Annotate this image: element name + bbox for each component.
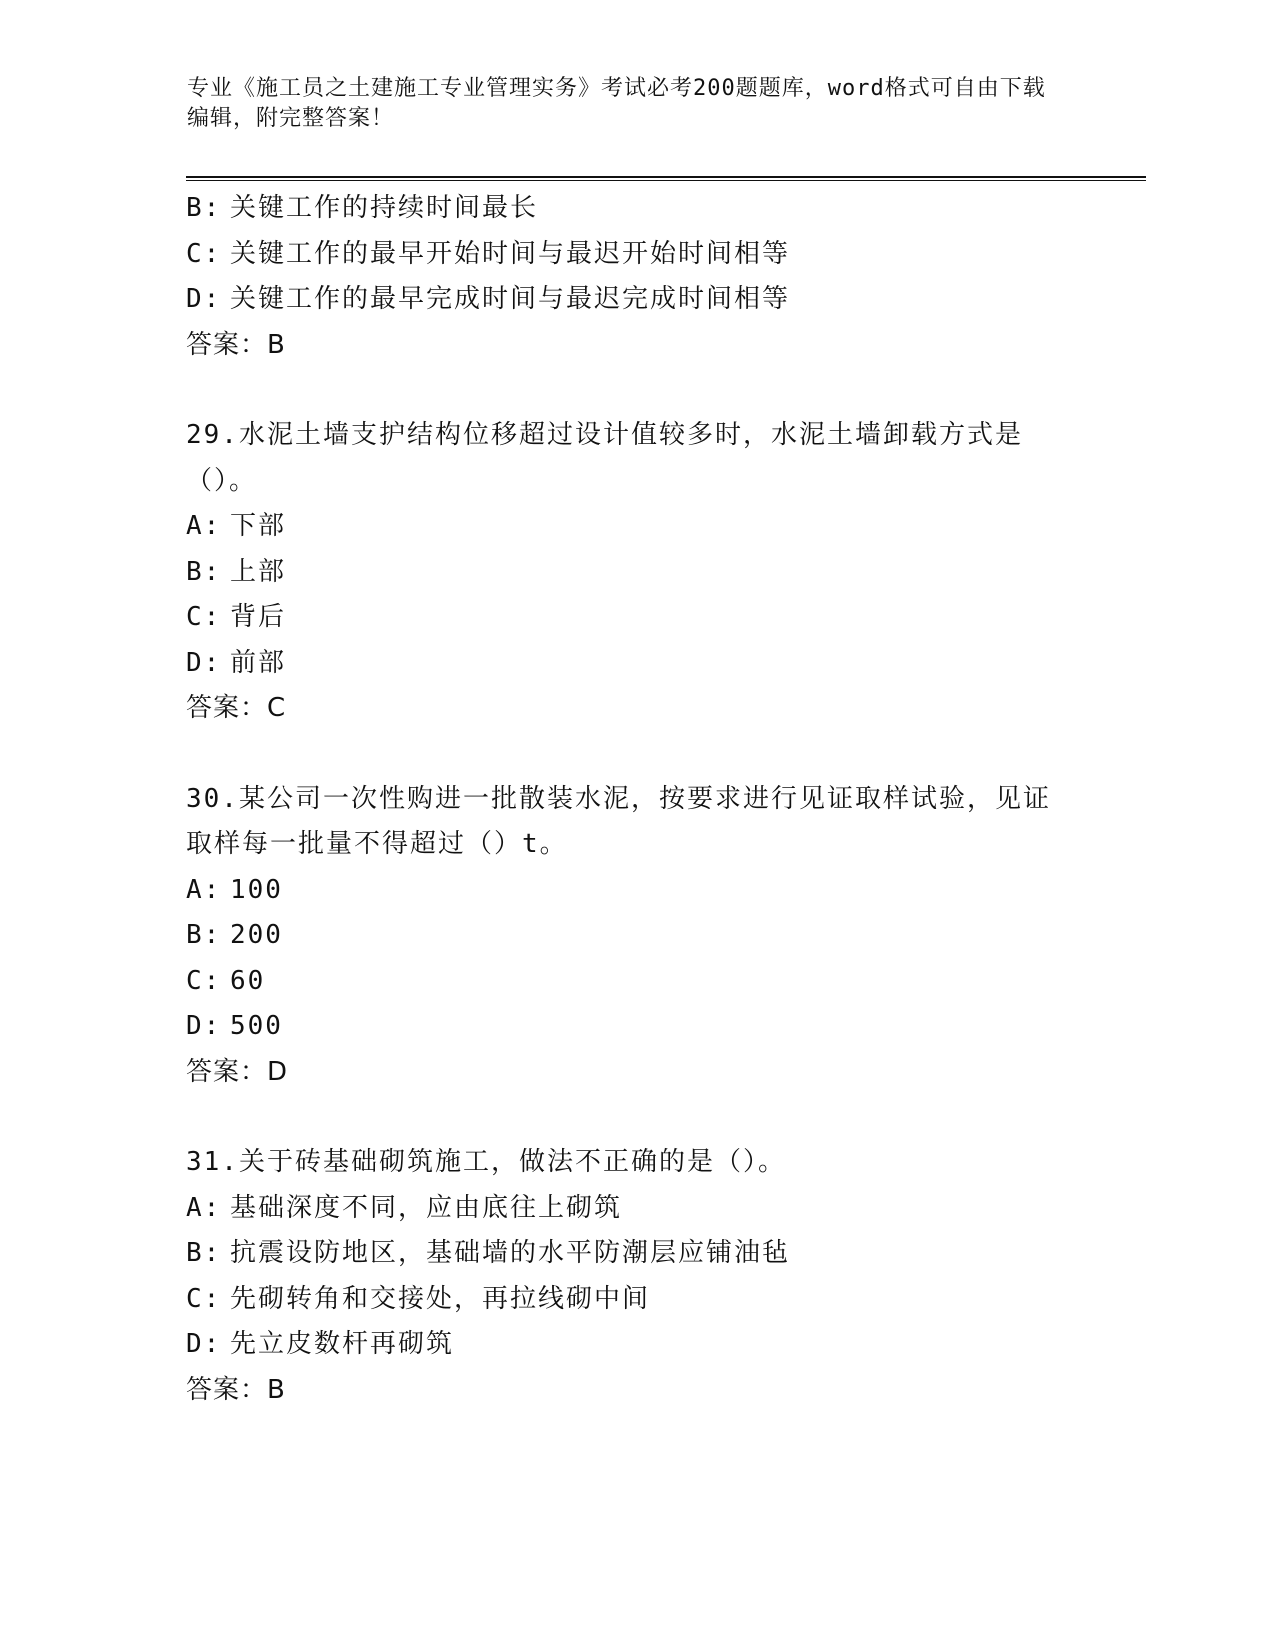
answer-line: 答案：C [186, 693, 287, 723]
document-header: 专业《施工员之土建施工专业管理实务》考试必考200题题库，word格式可自由下载编辑，附完整答案！ [187, 76, 1046, 131]
option-d: D: 前部 [186, 647, 287, 678]
option-d: D: 先立皮数杆再砌筑 [186, 1329, 455, 1359]
option-d: D: 关键工作的最早完成时间与最迟完成时间相等 [186, 284, 791, 314]
option-c: C: 先砌转角和交接处，再拉线砌中间 [186, 1283, 651, 1314]
option-c: C: 关键工作的最早开始时间与最迟开始时间相等 [186, 238, 791, 269]
question-text: 29.水泥土墙支护结构位移超过设计值较多时，水泥土墙卸载方式是（）。 [186, 420, 1023, 496]
option-c: C: 背后 [186, 602, 287, 632]
option-b: B: 200 [186, 920, 283, 950]
option-c: C: 60 [186, 965, 266, 996]
question-29 [186, 413, 1086, 732]
answer-line: 答案：B [186, 1374, 286, 1405]
option-b: B: 关键工作的持续时间最长 [186, 193, 539, 223]
option-b: B: 抗震设防地区，基础墙的水平防潮层应铺油毡 [186, 1238, 791, 1268]
option-d: D: 500 [186, 1011, 283, 1041]
question-text: 30.某公司一次性购进一批散装水泥，按要求进行见证取样试验，见证取样每一批量不得超过（）t。 [186, 783, 1051, 859]
option-a: A: 基础深度不同，应由底往上砌筑 [186, 1192, 623, 1223]
answer-line: 答案：B [186, 329, 286, 360]
question-31 [186, 1140, 1086, 1413]
option-a: A: 下部 [186, 511, 287, 541]
header-rule-thick [186, 176, 1146, 178]
option-a: A: 100 [186, 874, 283, 905]
question-list [186, 186, 1086, 1458]
question-30 [186, 777, 1086, 1096]
header-rule-thin [186, 180, 1146, 181]
answer-line: 答案：D [186, 1056, 289, 1087]
option-b: B: 上部 [186, 556, 287, 587]
partial-question [186, 186, 1086, 368]
question-text: 31.关于砖基础砌筑施工，做法不正确的是（）。 [186, 1147, 786, 1177]
